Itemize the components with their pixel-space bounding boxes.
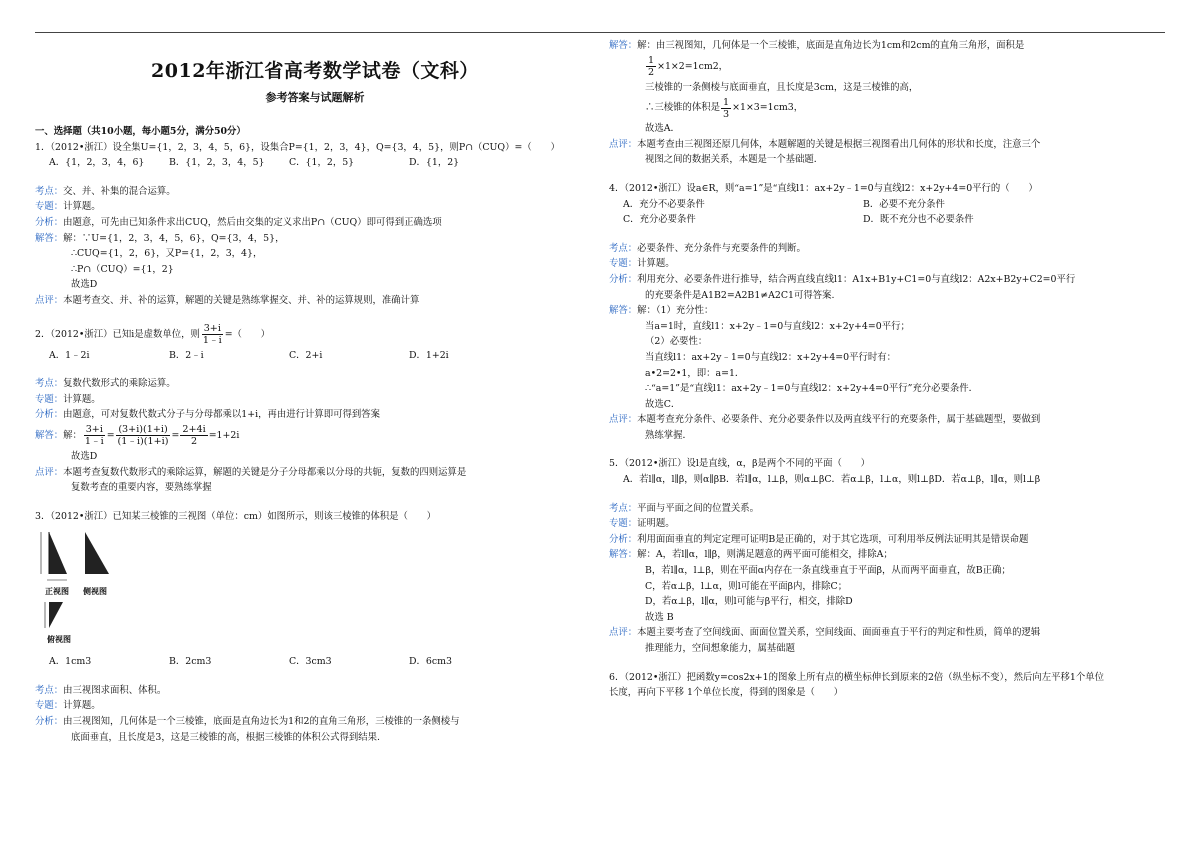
q1-zhuanti: 专题：计算题。 bbox=[35, 201, 101, 213]
q4-jieda-line: （2）必要性： bbox=[645, 336, 708, 348]
q5-choices: A．若l∥α，l∥β，则α∥βB．若l∥α，l⊥β，则α⊥βC．若α⊥β，l⊥α，则l⊥βD．若α⊥β，l∥α，则l⊥β bbox=[623, 474, 1041, 486]
q5-zhuanti: 专题：证明题。 bbox=[609, 518, 675, 530]
q4-fenxi: 分析：利用充分、必要条件进行推导，结合两直线直线l1：A1x+B1y+C1=0与直线l2：A2x+B2y+C2=0平行 bbox=[609, 273, 1076, 285]
document-subtitle: 参考答案与试题解析 bbox=[265, 91, 365, 104]
q1-choice-b: B．{1，2，3，4，5} bbox=[169, 157, 265, 169]
q1-jieda-line: ∴P∩（CUQ）={1，2} bbox=[71, 263, 174, 275]
q3-kaodian: 考点：由三视图求面积、体积。 bbox=[35, 684, 167, 696]
q4-choice-d: D．既不充分也不必要条件 bbox=[863, 214, 974, 226]
q4-jieda-line: 故选C． bbox=[645, 398, 681, 410]
q4-fenxi-line: 的充要条件是A1B2=A2B1≠A2C1可得答案. bbox=[645, 289, 835, 301]
q4-jieda-line: a•2=2•1，即：a=1． bbox=[645, 367, 745, 379]
q4-choice-b: B．必要不充分条件 bbox=[863, 198, 945, 210]
q5-jieda-line: C，若α⊥β，l⊥α，则l可能在平面β内，排除C； bbox=[645, 580, 848, 592]
q5-fenxi: 分析：利用面面垂直的判定定理可证明B是正确的，对于其它选项，可利用举反例法证明其是错误命题 bbox=[609, 533, 1029, 545]
q4-stem: 4．（2012•浙江）设a∈R，则“a=1”是“直线l1：ax+2y﹣1=0与直线l2：x+2y+4=0平行的（ ） bbox=[609, 182, 1038, 194]
q3-choice-b: B．2cm3 bbox=[169, 656, 212, 668]
q4-choices-row1 bbox=[609, 197, 1165, 213]
q1-choice-a: A．{1，2，3，4，6} bbox=[49, 157, 145, 169]
q2-zhuanti: 专题：计算题。 bbox=[35, 393, 101, 405]
q4-choice-a: A．充分不必要条件 bbox=[623, 198, 705, 210]
q2-jieda: 解答： 解： $\frac{3+i}{1﹣i}$ = $\frac{(3+i)(1+i)}{(1﹣i)(1+i)}$ = $\frac{2+4i}{2}$ =1+2i bbox=[35, 424, 240, 448]
q3-choice-c: C．3cm3 bbox=[289, 656, 332, 668]
q2-dianping: 点评：本题考查复数代数形式的乘除运算，解题的关键是分子分母都乘以分母的共轭，复数的四则运算是 bbox=[35, 466, 467, 478]
q5-jieda: 解答：解：A，若l∥α，l∥β，则满足题意的两平面可能相交，排除A； bbox=[609, 549, 893, 561]
q2-choice-b: B．2﹣i bbox=[169, 349, 204, 361]
q4-dianping-line: 熟练掌握． bbox=[645, 429, 692, 441]
q2-fenxi: 分析：由题意，可对复数代数式分子与分母都乘以1+i，再由进行计算即可得到答案 bbox=[35, 409, 380, 421]
q1-stem: 1．（2012•浙江）设全集U={1，2，3，4，5，6}，设集合P={1，2，3，4}，Q={3，4，5}，则P∩（CUQ）=（ ） bbox=[35, 141, 560, 153]
top-view-label: 俯视图 bbox=[47, 634, 71, 645]
q1-fenxi: 分析：由题意，可先由已知条件求出CUQ，然后由交集的定义求出P∩（CUQ）即可得到正确选项 bbox=[35, 216, 442, 228]
q3-jieda-area: $\frac{1}{2}$ ×1×2=1cm2， bbox=[648, 55, 729, 79]
q3-fenxi-line: 底面垂直，且长度是3，这是三棱锥的高，根据三棱锥的体积公式得到结果. bbox=[71, 731, 380, 743]
q1-jieda-line: ∴CUQ={1，2，6}，又P={1，2，3，4}， bbox=[71, 248, 263, 260]
left-column bbox=[35, 38, 595, 745]
q4-jieda-line: ∴“a=1”是“直线l1：ax+2y﹣1=0与直线l2：x+2y+4=0平行”充分必要条件． bbox=[645, 383, 979, 395]
q1-choice-c: C．{1，2，5} bbox=[289, 157, 355, 169]
q3-jieda-line: 三棱锥的一条侧棱与底面垂直，且长度是3cm，这是三棱锥的高， bbox=[645, 81, 919, 93]
q3-zhuanti: 专题：计算题。 bbox=[35, 700, 101, 712]
q2-conclusion: 故选D bbox=[71, 450, 98, 462]
q2-kaodian: 考点：复数代数形式的乘除运算。 bbox=[35, 378, 176, 390]
q4-jieda-line: 当直线l1：ax+2y﹣1=0与直线l2：x+2y+4=0平行时有： bbox=[645, 351, 896, 363]
right-column bbox=[609, 38, 1165, 701]
q3-choice-d: D．6cm3 bbox=[409, 656, 452, 668]
q4-choices-row2 bbox=[609, 212, 1165, 228]
q2-stem: 2．（2012•浙江）已知i是虚数单位，则 $\frac{3+i}{1﹣i}$ =（ ） bbox=[35, 323, 271, 347]
q3-jieda: 解答：解：由三视图知，几何体是一个三棱锥，底面是直角边长为1cm和2cm的直角三角形，面积是 bbox=[609, 40, 1025, 51]
q3-stem: 3．（2012•浙江）已知某三棱锥的三视图（单位：cm）如图所示，则该三棱锥的体积是（ ） bbox=[35, 510, 437, 522]
q6-stem: 6．（2012•浙江）把函数y=cos2x+1的图象上所有点的横坐标伸长到原来的2倍（纵坐标不变），然后向左平移1个单位 bbox=[609, 671, 1104, 683]
q5-jieda-line: 故选 B bbox=[645, 611, 674, 623]
q6-stem-line: 长度，再向下平移 1个单位长度，得到的图象是（ ） bbox=[609, 687, 843, 699]
document-title: 2012年浙江省高考数学试卷（文科） bbox=[151, 60, 479, 82]
q2-fraction: $\frac{3+i}{1﹣i}$ bbox=[202, 323, 222, 347]
q3-conclusion: 故选A． bbox=[645, 123, 680, 135]
q3-fenxi: 分析：由三视图知，几何体是一个三棱锥，底面是直角边长为1和2的直角三角形，三棱锥的一条侧棱与 bbox=[35, 716, 460, 728]
q4-jieda: 解答：解：（1）充分性： bbox=[609, 305, 714, 317]
q1-choice-d: D．{1，2} bbox=[409, 157, 460, 169]
three-view-figure bbox=[35, 524, 595, 654]
section-heading: 一、选择题（共10小题，每小题5分，满分50分） bbox=[35, 126, 246, 137]
q4-zhuanti: 专题：计算题。 bbox=[609, 258, 675, 270]
q3-choices bbox=[35, 654, 595, 670]
q1-dianping: 点评：本题考查交、并、补的运算，解题的关键是熟练掌握交、并、补的运算规则，准确计算 bbox=[35, 294, 420, 306]
q5-dianping-line: 推理能力，空间想象能力，属基础题 bbox=[645, 643, 796, 654]
q4-dianping: 点评：本题考查充分条件、必要条件、充分必要条件以及两直线平行的充要条件，属于基础题型，要做到 bbox=[609, 414, 1041, 426]
q3-dianping-line: 视图之间的数据关系，本题是一个基础题． bbox=[645, 154, 824, 166]
q5-jieda-line: B，若l∥α，l⊥β，则在平面α内存在一条直线垂直于平面β，从而两平面垂直，故B正确； bbox=[645, 565, 1011, 577]
q5-kaodian: 考点：平面与平面之间的位置关系。 bbox=[609, 502, 760, 514]
q2-dianping-line: 复数考查的重要内容，要熟练掌握 bbox=[71, 482, 212, 494]
q1-kaodian: 考点：交、并、补集的混合运算。 bbox=[35, 185, 176, 197]
q5-jieda-line: D，若α⊥β，l∥α，则l可能与β平行，相交，排除D bbox=[645, 596, 853, 608]
q3-dianping: 点评：本题考查由三视图还原几何体，本题解题的关键是根据三视图看出几何体的形状和长度，注意三个 bbox=[609, 138, 1041, 150]
q3-choice-a: A．1cm3 bbox=[49, 656, 92, 668]
side-view-label: 侧视图 bbox=[83, 586, 107, 597]
q1-jieda-line: 故选D bbox=[71, 279, 98, 291]
q5-stem: 5．（2012•浙江）设l是直线，α，β是两个不同的平面（ ） bbox=[609, 458, 871, 470]
q2-choice-c: C．2+i bbox=[289, 349, 323, 361]
q4-choice-c: C．充分必要条件 bbox=[623, 214, 696, 226]
q2-choices bbox=[35, 348, 595, 364]
q1-jieda: 解答：解：∵U={1，2，3，4，5，6}，Q={3，4，5}， bbox=[35, 232, 285, 244]
top-rule bbox=[35, 32, 1165, 33]
q5-dianping: 点评：本题主要考查了空间线面、面面位置关系，空间线面、面面垂直于平行的判定和性质，简单的逻辑 bbox=[609, 627, 1041, 639]
q4-jieda-line: 当a=1时，直线l1：x+2y﹣1=0与直线l2：x+2y+4=0平行； bbox=[645, 320, 910, 332]
q2-choice-d: D．1+2i bbox=[409, 349, 449, 361]
q1-choices bbox=[35, 155, 595, 171]
q2-choice-a: A．1﹣2i bbox=[49, 349, 90, 361]
q4-kaodian: 考点：必要条件、充分条件与充要条件的判断。 bbox=[609, 242, 806, 254]
front-view-label: 正视图 bbox=[45, 586, 69, 597]
q3-jieda-volume: ∴三棱锥的体积是 $\frac{1}{3}$ ×1×3=1cm3， bbox=[645, 96, 804, 120]
